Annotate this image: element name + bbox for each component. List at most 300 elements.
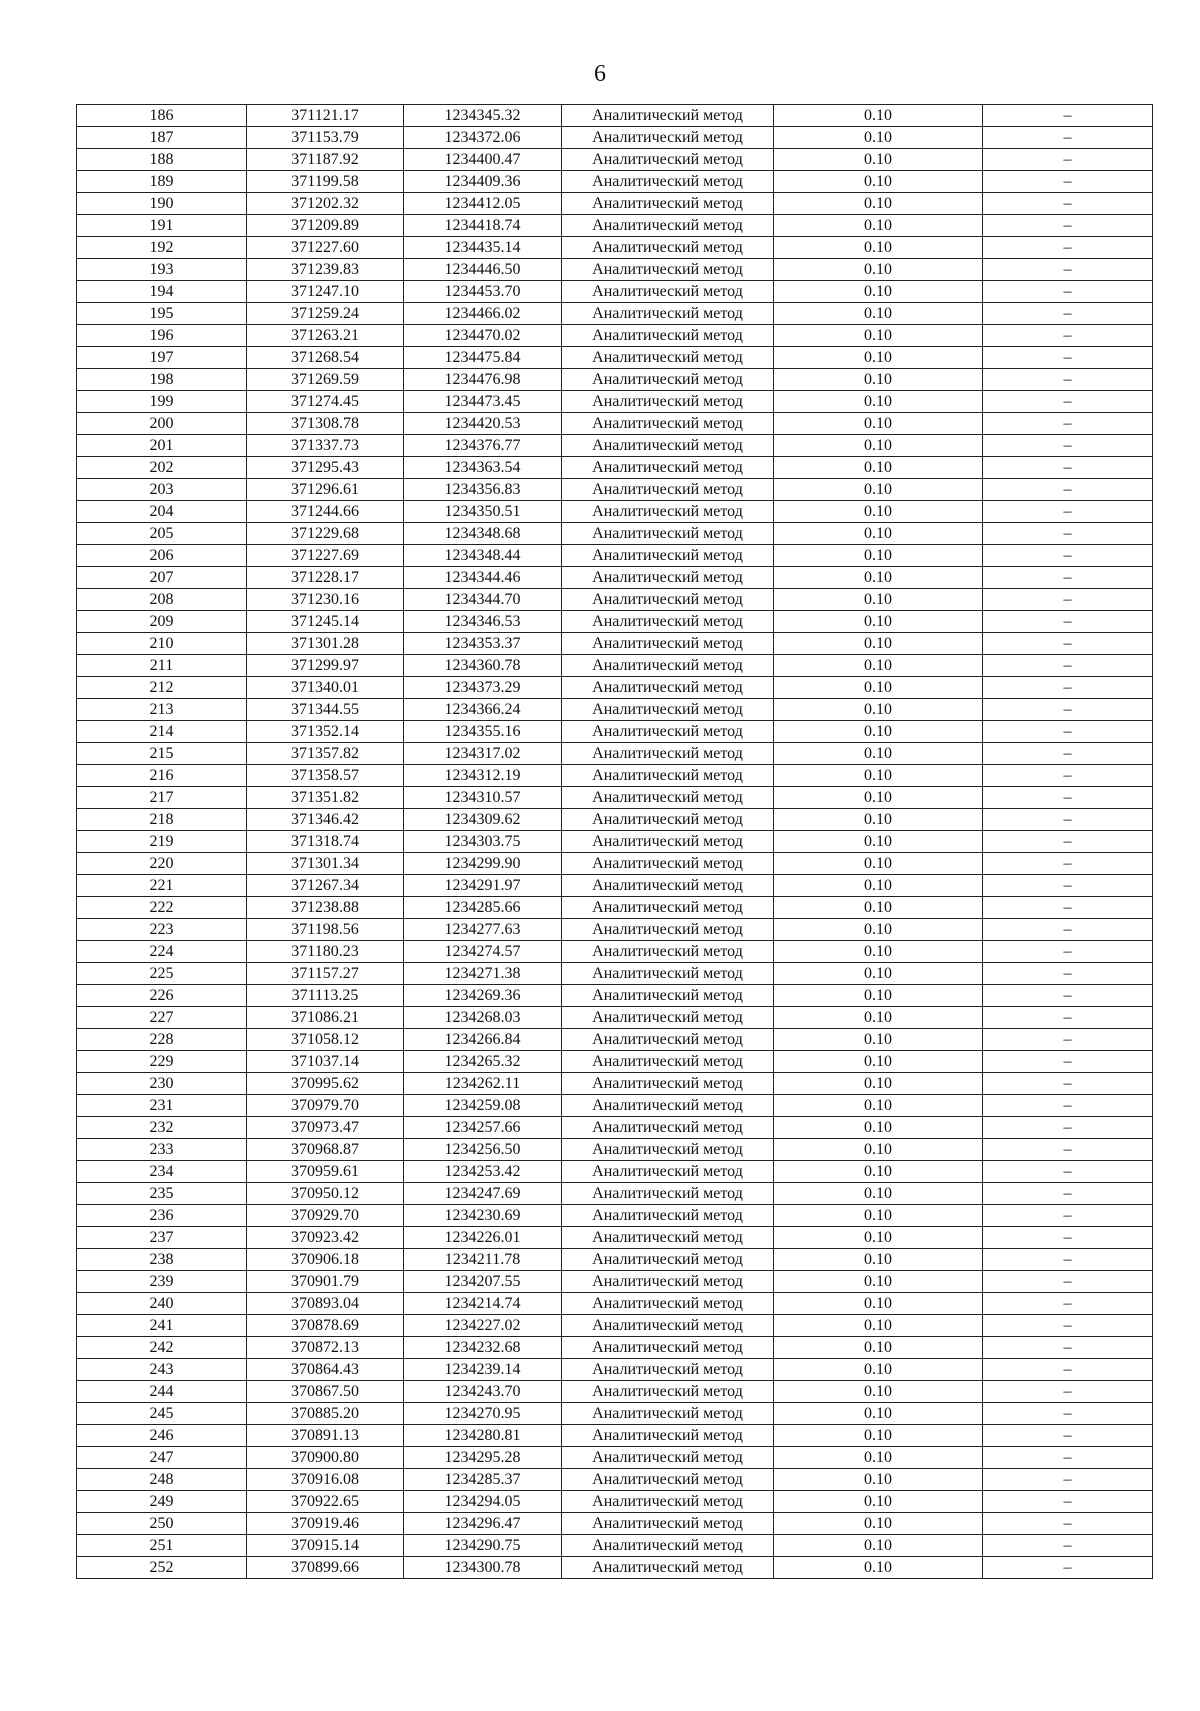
accuracy-cell: 0.10: [774, 677, 983, 699]
table-row: [77, 1535, 1153, 1557]
note-cell: –: [983, 633, 1153, 655]
note-cell: –: [983, 677, 1153, 699]
point-number-cell: 246: [77, 1425, 247, 1447]
x-coordinate-cell: 371247.10: [247, 281, 404, 303]
point-number-cell: 238: [77, 1249, 247, 1271]
method-cell: Аналитический метод: [562, 391, 774, 413]
accuracy-cell: 0.10: [774, 479, 983, 501]
y-coordinate-cell: 1234312.19: [404, 765, 562, 787]
x-coordinate-cell: 371244.66: [247, 501, 404, 523]
accuracy-cell: 0.10: [774, 1007, 983, 1029]
table-row: [77, 171, 1153, 193]
method-cell: Аналитический метод: [562, 1293, 774, 1315]
accuracy-cell: 0.10: [774, 567, 983, 589]
point-number-cell: 221: [77, 875, 247, 897]
y-coordinate-cell: 1234256.50: [404, 1139, 562, 1161]
method-cell: Аналитический метод: [562, 1557, 774, 1579]
y-coordinate-cell: 1234277.63: [404, 919, 562, 941]
note-cell: –: [983, 413, 1153, 435]
page-number: 6: [594, 61, 606, 87]
method-cell: Аналитический метод: [562, 171, 774, 193]
accuracy-cell: 0.10: [774, 1183, 983, 1205]
x-coordinate-cell: 371301.34: [247, 853, 404, 875]
method-cell: Аналитический метод: [562, 787, 774, 809]
point-number-cell: 190: [77, 193, 247, 215]
y-coordinate-cell: 1234470.02: [404, 325, 562, 347]
note-cell: –: [983, 1425, 1153, 1447]
x-coordinate-cell: 371344.55: [247, 699, 404, 721]
x-coordinate-cell: 371121.17: [247, 105, 404, 127]
point-number-cell: 232: [77, 1117, 247, 1139]
y-coordinate-cell: 1234372.06: [404, 127, 562, 149]
x-coordinate-cell: 371358.57: [247, 765, 404, 787]
point-number-cell: 199: [77, 391, 247, 413]
y-coordinate-cell: 1234290.75: [404, 1535, 562, 1557]
x-coordinate-cell: 370885.20: [247, 1403, 404, 1425]
y-coordinate-cell: 1234446.50: [404, 259, 562, 281]
point-number-cell: 218: [77, 809, 247, 831]
x-coordinate-cell: 371180.23: [247, 941, 404, 963]
note-cell: –: [983, 1271, 1153, 1293]
note-cell: –: [983, 303, 1153, 325]
y-coordinate-cell: 1234344.70: [404, 589, 562, 611]
y-coordinate-cell: 1234475.84: [404, 347, 562, 369]
note-cell: –: [983, 919, 1153, 941]
accuracy-cell: 0.10: [774, 853, 983, 875]
y-coordinate-cell: 1234353.37: [404, 633, 562, 655]
accuracy-cell: 0.10: [774, 611, 983, 633]
note-cell: –: [983, 457, 1153, 479]
table-row: [77, 325, 1153, 347]
point-number-cell: 188: [77, 149, 247, 171]
accuracy-cell: 0.10: [774, 237, 983, 259]
table-row: [77, 1227, 1153, 1249]
note-cell: –: [983, 699, 1153, 721]
accuracy-cell: 0.10: [774, 127, 983, 149]
method-cell: Аналитический метод: [562, 523, 774, 545]
point-number-cell: 223: [77, 919, 247, 941]
note-cell: –: [983, 897, 1153, 919]
y-coordinate-cell: 1234280.81: [404, 1425, 562, 1447]
x-coordinate-cell: 371229.68: [247, 523, 404, 545]
x-coordinate-cell: 370979.70: [247, 1095, 404, 1117]
accuracy-cell: 0.10: [774, 919, 983, 941]
table-row: [77, 457, 1153, 479]
table-row: [77, 501, 1153, 523]
y-coordinate-cell: 1234473.45: [404, 391, 562, 413]
accuracy-cell: 0.10: [774, 1095, 983, 1117]
y-coordinate-cell: 1234253.42: [404, 1161, 562, 1183]
table-row: [77, 963, 1153, 985]
table-row: [77, 677, 1153, 699]
x-coordinate-cell: 371308.78: [247, 413, 404, 435]
accuracy-cell: 0.10: [774, 1469, 983, 1491]
note-cell: –: [983, 281, 1153, 303]
note-cell: –: [983, 1491, 1153, 1513]
method-cell: Аналитический метод: [562, 193, 774, 215]
point-number-cell: 189: [77, 171, 247, 193]
method-cell: Аналитический метод: [562, 1425, 774, 1447]
method-cell: Аналитический метод: [562, 325, 774, 347]
point-number-cell: 228: [77, 1029, 247, 1051]
method-cell: Аналитический метод: [562, 1447, 774, 1469]
y-coordinate-cell: 1234247.69: [404, 1183, 562, 1205]
note-cell: –: [983, 809, 1153, 831]
note-cell: –: [983, 567, 1153, 589]
note-cell: –: [983, 1029, 1153, 1051]
y-coordinate-cell: 1234266.84: [404, 1029, 562, 1051]
method-cell: Аналитический метод: [562, 1029, 774, 1051]
point-number-cell: 248: [77, 1469, 247, 1491]
accuracy-cell: 0.10: [774, 391, 983, 413]
x-coordinate-cell: 371058.12: [247, 1029, 404, 1051]
table-row: [77, 853, 1153, 875]
accuracy-cell: 0.10: [774, 809, 983, 831]
accuracy-cell: 0.10: [774, 1557, 983, 1579]
method-cell: Аналитический метод: [562, 1073, 774, 1095]
table-row: [77, 831, 1153, 853]
point-number-cell: 249: [77, 1491, 247, 1513]
accuracy-cell: 0.10: [774, 1513, 983, 1535]
x-coordinate-cell: 371227.69: [247, 545, 404, 567]
method-cell: Аналитический метод: [562, 127, 774, 149]
accuracy-cell: 0.10: [774, 765, 983, 787]
note-cell: –: [983, 545, 1153, 567]
method-cell: Аналитический метод: [562, 215, 774, 237]
y-coordinate-cell: 1234466.02: [404, 303, 562, 325]
method-cell: Аналитический метод: [562, 1249, 774, 1271]
note-cell: –: [983, 325, 1153, 347]
x-coordinate-cell: 371318.74: [247, 831, 404, 853]
table-row: [77, 545, 1153, 567]
accuracy-cell: 0.10: [774, 897, 983, 919]
accuracy-cell: 0.10: [774, 105, 983, 127]
y-coordinate-cell: 1234274.57: [404, 941, 562, 963]
note-cell: –: [983, 171, 1153, 193]
y-coordinate-cell: 1234295.28: [404, 1447, 562, 1469]
note-cell: –: [983, 479, 1153, 501]
table-row: [77, 413, 1153, 435]
accuracy-cell: 0.10: [774, 655, 983, 677]
table-row: [77, 1381, 1153, 1403]
x-coordinate-cell: 370872.13: [247, 1337, 404, 1359]
note-cell: –: [983, 1535, 1153, 1557]
y-coordinate-cell: 1234350.51: [404, 501, 562, 523]
x-coordinate-cell: 370915.14: [247, 1535, 404, 1557]
note-cell: –: [983, 1183, 1153, 1205]
table-row: [77, 1095, 1153, 1117]
y-coordinate-cell: 1234453.70: [404, 281, 562, 303]
method-cell: Аналитический метод: [562, 611, 774, 633]
note-cell: –: [983, 1381, 1153, 1403]
method-cell: Аналитический метод: [562, 919, 774, 941]
point-number-cell: 196: [77, 325, 247, 347]
y-coordinate-cell: 1234291.97: [404, 875, 562, 897]
note-cell: –: [983, 259, 1153, 281]
method-cell: Аналитический метод: [562, 1183, 774, 1205]
point-number-cell: 203: [77, 479, 247, 501]
x-coordinate-cell: 371202.32: [247, 193, 404, 215]
point-number-cell: 247: [77, 1447, 247, 1469]
point-number-cell: 205: [77, 523, 247, 545]
table-row: [77, 743, 1153, 765]
table-row: [77, 633, 1153, 655]
note-cell: –: [983, 787, 1153, 809]
x-coordinate-cell: 370995.62: [247, 1073, 404, 1095]
y-coordinate-cell: 1234409.36: [404, 171, 562, 193]
note-cell: –: [983, 1403, 1153, 1425]
table-row: [77, 611, 1153, 633]
table-row: [77, 1337, 1153, 1359]
note-cell: –: [983, 215, 1153, 237]
x-coordinate-cell: 371301.28: [247, 633, 404, 655]
x-coordinate-cell: 371269.59: [247, 369, 404, 391]
x-coordinate-cell: 370922.65: [247, 1491, 404, 1513]
point-number-cell: 229: [77, 1051, 247, 1073]
table-row: [77, 347, 1153, 369]
x-coordinate-cell: 370900.80: [247, 1447, 404, 1469]
method-cell: Аналитический метод: [562, 1205, 774, 1227]
accuracy-cell: 0.10: [774, 1535, 983, 1557]
accuracy-cell: 0.10: [774, 193, 983, 215]
x-coordinate-cell: 371157.27: [247, 963, 404, 985]
table-row: [77, 1425, 1153, 1447]
table-row: [77, 1271, 1153, 1293]
point-number-cell: 198: [77, 369, 247, 391]
point-number-cell: 216: [77, 765, 247, 787]
x-coordinate-cell: 371263.21: [247, 325, 404, 347]
table-row: [77, 875, 1153, 897]
point-number-cell: 240: [77, 1293, 247, 1315]
point-number-cell: 227: [77, 1007, 247, 1029]
accuracy-cell: 0.10: [774, 149, 983, 171]
y-coordinate-cell: 1234262.11: [404, 1073, 562, 1095]
x-coordinate-cell: 371340.01: [247, 677, 404, 699]
x-coordinate-cell: 371037.14: [247, 1051, 404, 1073]
accuracy-cell: 0.10: [774, 1117, 983, 1139]
method-cell: Аналитический метод: [562, 1161, 774, 1183]
accuracy-cell: 0.10: [774, 1315, 983, 1337]
y-coordinate-cell: 1234346.53: [404, 611, 562, 633]
x-coordinate-cell: 371198.56: [247, 919, 404, 941]
method-cell: Аналитический метод: [562, 1007, 774, 1029]
accuracy-cell: 0.10: [774, 941, 983, 963]
method-cell: Аналитический метод: [562, 237, 774, 259]
point-number-cell: 195: [77, 303, 247, 325]
y-coordinate-cell: 1234345.32: [404, 105, 562, 127]
table-row: [77, 391, 1153, 413]
note-cell: –: [983, 1469, 1153, 1491]
table-row: [77, 919, 1153, 941]
table-row: [77, 1403, 1153, 1425]
point-number-cell: 251: [77, 1535, 247, 1557]
table-row: [77, 589, 1153, 611]
table-row: [77, 567, 1153, 589]
point-number-cell: 192: [77, 237, 247, 259]
accuracy-cell: 0.10: [774, 1337, 983, 1359]
method-cell: Аналитический метод: [562, 479, 774, 501]
point-number-cell: 245: [77, 1403, 247, 1425]
accuracy-cell: 0.10: [774, 413, 983, 435]
note-cell: –: [983, 1513, 1153, 1535]
method-cell: Аналитический метод: [562, 765, 774, 787]
accuracy-cell: 0.10: [774, 1205, 983, 1227]
note-cell: –: [983, 523, 1153, 545]
note-cell: –: [983, 1007, 1153, 1029]
point-number-cell: 211: [77, 655, 247, 677]
y-coordinate-cell: 1234300.78: [404, 1557, 562, 1579]
accuracy-cell: 0.10: [774, 1073, 983, 1095]
point-number-cell: 237: [77, 1227, 247, 1249]
method-cell: Аналитический метод: [562, 435, 774, 457]
table-row: [77, 149, 1153, 171]
table-row: [77, 941, 1153, 963]
method-cell: Аналитический метод: [562, 567, 774, 589]
point-number-cell: 187: [77, 127, 247, 149]
accuracy-cell: 0.10: [774, 545, 983, 567]
method-cell: Аналитический метод: [562, 897, 774, 919]
x-coordinate-cell: 371351.82: [247, 787, 404, 809]
table-row: [77, 281, 1153, 303]
y-coordinate-cell: 1234360.78: [404, 655, 562, 677]
x-coordinate-cell: 371296.61: [247, 479, 404, 501]
accuracy-cell: 0.10: [774, 963, 983, 985]
method-cell: Аналитический метод: [562, 963, 774, 985]
method-cell: Аналитический метод: [562, 1535, 774, 1557]
method-cell: Аналитический метод: [562, 699, 774, 721]
x-coordinate-cell: 371153.79: [247, 127, 404, 149]
accuracy-cell: 0.10: [774, 831, 983, 853]
note-cell: –: [983, 963, 1153, 985]
table-row: [77, 369, 1153, 391]
method-cell: Аналитический метод: [562, 589, 774, 611]
point-number-cell: 207: [77, 567, 247, 589]
y-coordinate-cell: 1234296.47: [404, 1513, 562, 1535]
y-coordinate-cell: 1234348.68: [404, 523, 562, 545]
y-coordinate-cell: 1234363.54: [404, 457, 562, 479]
accuracy-cell: 0.10: [774, 1425, 983, 1447]
point-number-cell: 206: [77, 545, 247, 567]
x-coordinate-cell: 371086.21: [247, 1007, 404, 1029]
x-coordinate-cell: 370923.42: [247, 1227, 404, 1249]
y-coordinate-cell: 1234269.36: [404, 985, 562, 1007]
point-number-cell: 214: [77, 721, 247, 743]
method-cell: Аналитический метод: [562, 809, 774, 831]
note-cell: –: [983, 105, 1153, 127]
method-cell: Аналитический метод: [562, 1491, 774, 1513]
accuracy-cell: 0.10: [774, 985, 983, 1007]
method-cell: Аналитический метод: [562, 369, 774, 391]
y-coordinate-cell: 1234230.69: [404, 1205, 562, 1227]
x-coordinate-cell: 371199.58: [247, 171, 404, 193]
y-coordinate-cell: 1234373.29: [404, 677, 562, 699]
accuracy-cell: 0.10: [774, 1249, 983, 1271]
note-cell: –: [983, 237, 1153, 259]
method-cell: Аналитический метод: [562, 677, 774, 699]
method-cell: Аналитический метод: [562, 1469, 774, 1491]
point-number-cell: 213: [77, 699, 247, 721]
table-row: [77, 127, 1153, 149]
table-row: [77, 1557, 1153, 1579]
table-row: [77, 303, 1153, 325]
point-number-cell: 241: [77, 1315, 247, 1337]
table-row: [77, 1447, 1153, 1469]
x-coordinate-cell: 371245.14: [247, 611, 404, 633]
accuracy-cell: 0.10: [774, 875, 983, 897]
y-coordinate-cell: 1234310.57: [404, 787, 562, 809]
accuracy-cell: 0.10: [774, 743, 983, 765]
x-coordinate-cell: 371238.88: [247, 897, 404, 919]
x-coordinate-cell: 371230.16: [247, 589, 404, 611]
accuracy-cell: 0.10: [774, 215, 983, 237]
y-coordinate-cell: 1234265.32: [404, 1051, 562, 1073]
point-number-cell: 200: [77, 413, 247, 435]
point-number-cell: 231: [77, 1095, 247, 1117]
point-number-cell: 194: [77, 281, 247, 303]
note-cell: –: [983, 391, 1153, 413]
method-cell: Аналитический метод: [562, 985, 774, 1007]
accuracy-cell: 0.10: [774, 1403, 983, 1425]
point-number-cell: 225: [77, 963, 247, 985]
accuracy-cell: 0.10: [774, 325, 983, 347]
y-coordinate-cell: 1234268.03: [404, 1007, 562, 1029]
y-coordinate-cell: 1234207.55: [404, 1271, 562, 1293]
method-cell: Аналитический метод: [562, 831, 774, 853]
method-cell: Аналитический метод: [562, 1117, 774, 1139]
y-coordinate-cell: 1234344.46: [404, 567, 562, 589]
coordinates-table: [76, 104, 1153, 1579]
note-cell: –: [983, 1051, 1153, 1073]
point-number-cell: 204: [77, 501, 247, 523]
note-cell: –: [983, 1095, 1153, 1117]
accuracy-cell: 0.10: [774, 1381, 983, 1403]
table-row: [77, 1161, 1153, 1183]
table-row: [77, 1029, 1153, 1051]
note-cell: –: [983, 1557, 1153, 1579]
accuracy-cell: 0.10: [774, 1051, 983, 1073]
note-cell: –: [983, 1293, 1153, 1315]
x-coordinate-cell: 371227.60: [247, 237, 404, 259]
accuracy-cell: 0.10: [774, 501, 983, 523]
method-cell: Аналитический метод: [562, 457, 774, 479]
table-row: [77, 809, 1153, 831]
table-row: [77, 1007, 1153, 1029]
point-number-cell: 217: [77, 787, 247, 809]
table-row: [77, 1293, 1153, 1315]
y-coordinate-cell: 1234412.05: [404, 193, 562, 215]
y-coordinate-cell: 1234355.16: [404, 721, 562, 743]
method-cell: Аналитический метод: [562, 1051, 774, 1073]
x-coordinate-cell: 371352.14: [247, 721, 404, 743]
method-cell: Аналитический метод: [562, 149, 774, 171]
x-coordinate-cell: 371113.25: [247, 985, 404, 1007]
y-coordinate-cell: 1234259.08: [404, 1095, 562, 1117]
x-coordinate-cell: 370968.87: [247, 1139, 404, 1161]
x-coordinate-cell: 370929.70: [247, 1205, 404, 1227]
table-row: [77, 1491, 1153, 1513]
y-coordinate-cell: 1234214.74: [404, 1293, 562, 1315]
table-row: [77, 1205, 1153, 1227]
accuracy-cell: 0.10: [774, 721, 983, 743]
x-coordinate-cell: 371274.45: [247, 391, 404, 413]
table-row: [77, 897, 1153, 919]
accuracy-cell: 0.10: [774, 633, 983, 655]
table-row: [77, 1073, 1153, 1095]
x-coordinate-cell: 371228.17: [247, 567, 404, 589]
note-cell: –: [983, 655, 1153, 677]
accuracy-cell: 0.10: [774, 1139, 983, 1161]
table-row: [77, 1359, 1153, 1381]
